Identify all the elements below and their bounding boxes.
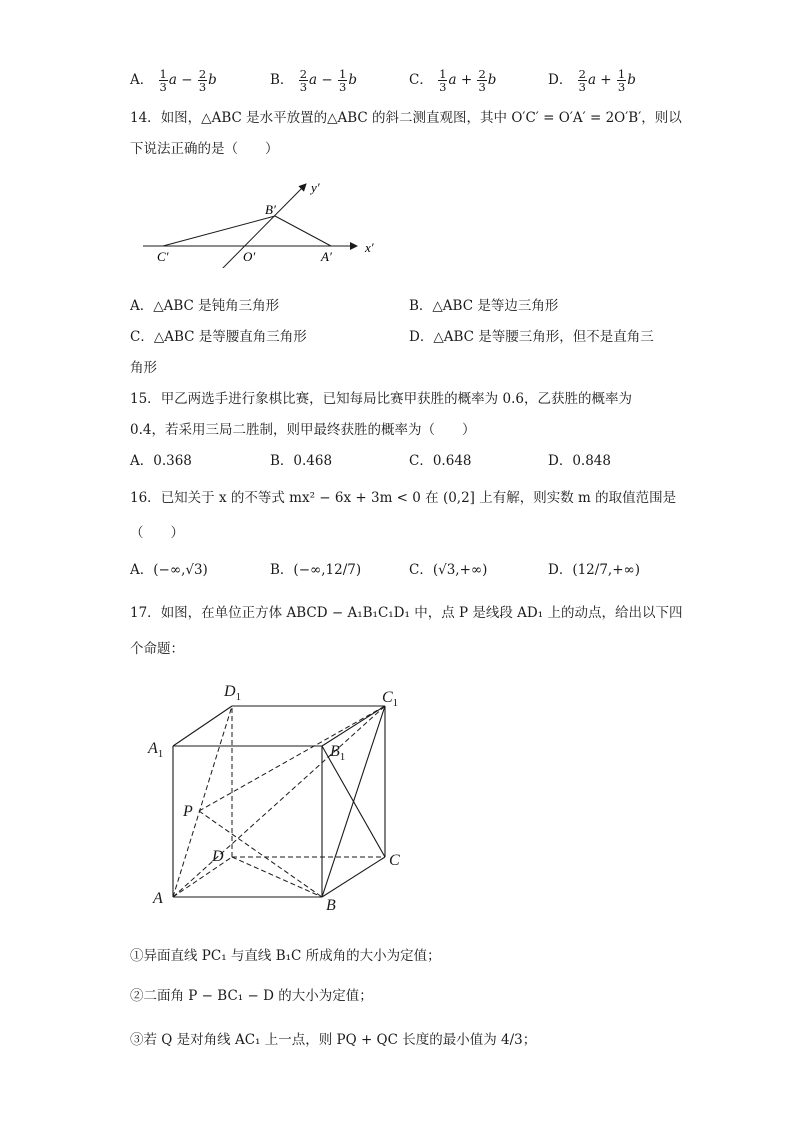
q14-stem-line1: 14．如图，△ABC 是水平放置的△ABC 的斜二测直观图，其中 O′C′ = O′A′ = 2O′B′，则以 <box>130 110 682 126</box>
label-a1: $A_1$ <box>148 740 164 760</box>
q17-cube-figure <box>140 676 420 916</box>
label-b: B′ <box>265 202 276 217</box>
label-c: C <box>389 852 400 869</box>
label-c1: $C_1$ <box>382 689 399 709</box>
q13-option-b: B． $\frac{2}{3}$ a − $\frac{1}{3}$ b <box>270 67 357 94</box>
label-a: A′ <box>321 249 332 264</box>
label-d1: $D_1$ <box>224 683 242 703</box>
q14-oblique-figure <box>135 178 395 268</box>
q14-option-a: A．△ABC 是钝角三角形 <box>130 298 280 314</box>
segment-ba <box>275 216 331 246</box>
q17-prop-2: ②二面角 P − BC₁ − D 的大小为定值； <box>130 988 373 1004</box>
q13-option-c: C． $\frac{1}{3}$ a + $\frac{2}{3}$ b <box>409 67 497 94</box>
q17-stem-line2: 个命题： <box>130 641 184 657</box>
label-p: P <box>183 803 193 820</box>
segment-d-b <box>232 857 322 897</box>
q15-stem-line1: 15．甲乙两选手进行象棋比赛，已知每局比赛甲获胜的概率为 0.6，乙获胜的概率为 <box>130 391 632 407</box>
q17-stem-line1: 17．如图，在单位正方体 ABCD − A₁B₁C₁D₁ 中，点 P 是线段 AD₁ 上的动点，给出以下四 <box>130 605 683 621</box>
label-c: C′ <box>157 249 169 264</box>
segment-a-d1 <box>173 706 232 897</box>
segment-b1-c <box>322 746 385 857</box>
q16-stem-line1: 16．已知关于 x 的不等式 mx² − 6x + 3m < 0 在 (0,2] 上有解，则实数 m 的取值范围是 <box>130 490 677 506</box>
q14-stem-line2: 下说法正确的是（ ） <box>130 141 279 157</box>
q14-option-d: D．△ABC 是等腰三角形，但不是直角三 <box>409 329 654 345</box>
q16-option-b: B．(−∞,12/7) <box>270 562 362 578</box>
edge-a1-d1 <box>173 706 232 746</box>
q16-option-a: A．(−∞,√3) <box>130 562 208 578</box>
q17-prop-1: ①异面直线 PC₁ 与直线 B₁C 所成角的大小为定值； <box>130 948 441 964</box>
label-b1: $B_1$ <box>330 743 346 763</box>
q15-option-a: A．0.368 <box>130 453 192 469</box>
label-x: x′ <box>365 240 374 255</box>
q15-stem-line2: 0.4，若采用三局二胜制，则甲最终获胜的概率为（ ） <box>130 422 476 438</box>
q13-option-d: D． $\frac{2}{3}$ a + $\frac{1}{3}$ b <box>548 67 636 94</box>
label-a: A <box>153 890 163 907</box>
segment-cb <box>163 216 275 246</box>
edge-b-c <box>322 857 385 897</box>
q14-option-c: C．△ABC 是等腰直角三角形 <box>130 329 307 345</box>
q14-option-d-continued: 角形 <box>130 360 157 376</box>
q15-option-c: C．0.648 <box>409 453 472 469</box>
label-b: B <box>326 897 336 914</box>
q16-option-c: C．(√3,+∞) <box>409 562 488 578</box>
q15-option-d: D．0.848 <box>548 453 611 469</box>
q17-prop-3: ③若 Q 是对角线 AC₁ 上一点，则 PQ + QC 长度的最小值为 4/3； <box>130 1032 537 1048</box>
q13-option-a: A． $\frac{1}{3}$ a − $\frac{2}{3}$ b <box>130 67 217 94</box>
q15-option-b: B．0.468 <box>270 453 333 469</box>
q16-option-d: D．(12/7,+∞) <box>548 562 641 578</box>
label-d: D <box>212 848 224 865</box>
label-y: y′ <box>311 180 320 195</box>
q16-stem-line2: （ ） <box>130 525 184 541</box>
edge-b1-c1 <box>322 706 385 746</box>
segment-p-c1 <box>199 706 385 811</box>
q14-option-b: B．△ABC 是等边三角形 <box>409 298 559 314</box>
label-o: O′ <box>243 249 256 264</box>
